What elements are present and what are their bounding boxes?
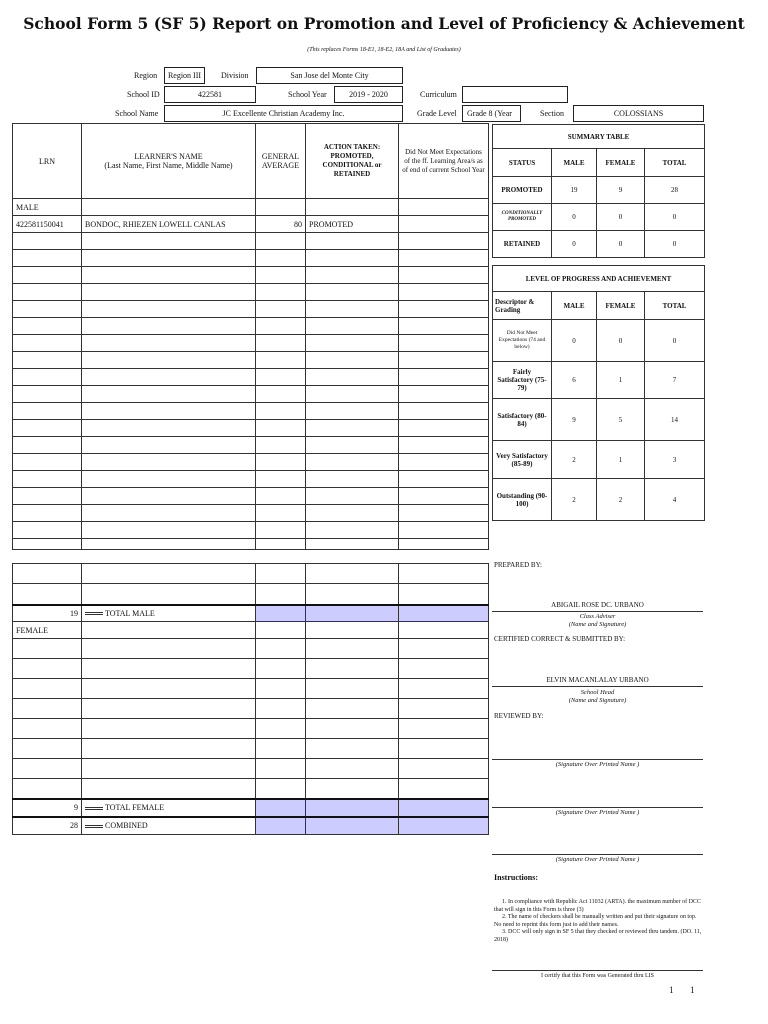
division-label: Division (221, 71, 249, 80)
arrow-icon (85, 612, 103, 615)
progress-row (493, 362, 705, 399)
instruction-item: 3. DCC will only sign in SF 5 that they checked or reviewed thru tandem. (DO. 11, 2018) (494, 929, 702, 943)
action-taken-header: ACTION TAKEN: PROMOTED, CONDITIONAL or RETAINED (306, 124, 399, 199)
school-id-field[interactable]: 422581 (164, 86, 256, 103)
prepared-by-label: PREPARED BY: (494, 561, 542, 569)
total-header: TOTAL (645, 149, 705, 177)
certify-line (492, 970, 703, 971)
instructions-list (494, 899, 703, 944)
male-cell: 9 (552, 399, 597, 441)
status-cell: CONDITIONALLY PROMOTED (493, 204, 552, 231)
division-field[interactable]: San Jose del Monte City (256, 67, 403, 84)
reviewer-1-note: (Signature Over Printed Name ) (555, 761, 640, 768)
female-header: FEMALE (597, 149, 645, 177)
total-male-count: 19 (13, 605, 82, 622)
female-cell: 1 (597, 362, 645, 399)
region-label: Region (134, 71, 158, 80)
male-section-label: MALE (13, 199, 82, 216)
male-cell: 0 (552, 231, 597, 258)
female-cell: 0 (597, 320, 645, 362)
school-name-field[interactable]: JC Excellente Christian Academy Inc. (164, 105, 403, 122)
total-male-row (13, 605, 489, 622)
table-row[interactable] (13, 216, 489, 233)
summary-table (492, 124, 705, 258)
page-number: 1 (669, 985, 674, 995)
school-head-name: ELVIN MACANLALAY URBANO (546, 676, 649, 684)
reviewer-1-signature-line (492, 759, 703, 760)
progress-row (493, 441, 705, 479)
total-cell: 4 (645, 479, 705, 521)
instructions-title: Instructions: (494, 873, 539, 882)
descriptor-cell: Did Not Meet Expectations (74 and below) (493, 320, 552, 362)
male-cell: 2 (552, 479, 597, 521)
total-male-label: TOTAL MALE (105, 608, 155, 618)
adviser-name: ABIGAIL ROSE DC. URBANO (551, 601, 644, 609)
female-cell: 1 (597, 441, 645, 479)
male-cell: 19 (552, 177, 597, 204)
combined-count: 28 (13, 817, 82, 835)
page-count: 1 (690, 985, 695, 995)
curriculum-label: Curriculum (420, 90, 457, 99)
descriptor-cell: Fairly Satisfactory (75-79) (493, 362, 552, 399)
adviser-name-sig-note: (Name and Signature) (568, 621, 627, 628)
female-cell: 5 (597, 399, 645, 441)
summary-row (493, 177, 705, 204)
total-female-label: TOTAL FEMALE (105, 803, 165, 812)
total-cell: 28 (645, 177, 705, 204)
descriptor-header: Descriptor & Grading (493, 292, 552, 320)
female-header: FEMALE (597, 292, 645, 320)
lrn-header: LRN (13, 124, 82, 199)
instruction-item: 1. In compliance with Republic Act 11032 (ARTA). the maximum number of DCC that will sign in this Form is three (3) (494, 899, 701, 913)
school-name-label: School Name (115, 109, 159, 118)
progress-row (493, 399, 705, 441)
male-cell: 0 (552, 320, 597, 362)
total-female-row (13, 799, 489, 817)
section-field[interactable]: COLOSSIANS (573, 105, 704, 122)
arrow-icon (85, 807, 103, 810)
male-header: MALE (552, 292, 597, 320)
descriptor-cell: Outstanding (90-100) (493, 479, 552, 521)
school-head-role: School Head (580, 689, 615, 696)
reviewed-by-label: REVIEWED BY: (494, 712, 544, 720)
row-dnme (399, 216, 489, 233)
total-cell: 0 (645, 231, 705, 258)
learner-table (12, 123, 489, 550)
head-name-sig-note: (Name and Signature) (568, 697, 627, 704)
descriptor-cell: Satisfactory (80-84) (493, 399, 552, 441)
learner-name-header-1: LEARNER'S NAME (134, 152, 203, 161)
school-year-label: School Year (288, 90, 327, 99)
grade-level-label: Grade Level (417, 109, 457, 118)
arrow-icon (85, 825, 103, 828)
learner-table-continued (12, 563, 489, 835)
status-header: STATUS (493, 149, 552, 177)
male-cell: 0 (552, 204, 597, 231)
female-section-label: FEMALE (13, 622, 82, 639)
reviewer-3-note: (Signature Over Printed Name ) (555, 856, 640, 863)
total-cell: 7 (645, 362, 705, 399)
total-male-label-cell (82, 605, 256, 622)
reviewer-3-signature-line (492, 854, 703, 855)
form-title: School Form 5 (SF 5) Report on Promotion and Level of Proficiency & Achievement (23, 14, 745, 33)
certify-text: I certify that this Form was Generated thru LIS (541, 973, 654, 979)
summary-row (493, 231, 705, 258)
school-year-field[interactable]: 2019 - 2020 (334, 86, 403, 103)
female-cell: 2 (597, 479, 645, 521)
combined-row (13, 817, 489, 835)
adviser-role: Class Adviser (579, 613, 616, 620)
male-cell: 2 (552, 441, 597, 479)
progress-row (493, 320, 705, 362)
certified-label: CERTIFIED CORRECT & SUBMITTED BY: (494, 635, 626, 643)
total-cell: 14 (645, 399, 705, 441)
head-signature-line (492, 686, 703, 687)
instruction-item: 2. The name of checkers shall be manually written and put their signature on top. No need to reprint this form just to add their names. (494, 914, 697, 928)
adviser-signature-line (492, 611, 703, 612)
progress-row (493, 479, 705, 521)
status-cell: RETAINED (493, 231, 552, 258)
curriculum-field[interactable] (462, 86, 568, 103)
summary-row (493, 204, 705, 231)
total-cell: 0 (645, 320, 705, 362)
total-female-label-cell (82, 799, 256, 817)
total-header: TOTAL (645, 292, 705, 320)
female-cell: 9 (597, 177, 645, 204)
combined-label: COMBINED (105, 821, 148, 831)
total-female-count: 9 (13, 799, 82, 817)
row-name: BONDOC, RHIEZEN LOWELL CANLAS (82, 216, 256, 233)
summary-table-title: SUMMARY TABLE (493, 125, 705, 149)
progress-table-title: LEVEL OF PROGRESS AND ACHIEVEMENT (493, 266, 705, 292)
region-field[interactable]: Region III (164, 67, 205, 84)
learner-name-header (82, 124, 256, 199)
total-cell: 3 (645, 441, 705, 479)
female-cell: 0 (597, 231, 645, 258)
male-header: MALE (552, 149, 597, 177)
section-label: Section (540, 109, 564, 118)
school-id-label: School ID (127, 90, 160, 99)
status-cell: PROMOTED (493, 177, 552, 204)
grade-level-field[interactable]: Grade 8 (Year (462, 105, 521, 122)
reviewer-2-note: (Signature Over Printed Name ) (555, 809, 640, 816)
general-average-header: GENERAL AVERAGE (256, 124, 306, 199)
row-lrn: 422581150041 (13, 216, 82, 233)
form-subtitle: (This replaces Forms 18-E1, 18-E2, 18A and List of Graduates) (307, 47, 461, 53)
female-cell: 0 (597, 204, 645, 231)
progress-table (492, 265, 705, 521)
descriptor-cell: Very Satisfactory (85-89) (493, 441, 552, 479)
dnme-header: Did Not Meet Expectations of the ff. Learning Area/s as of end of current School Year (399, 124, 489, 199)
combined-label-cell (82, 817, 256, 835)
row-avg: 80 (256, 216, 306, 233)
reviewer-2-signature-line (492, 807, 703, 808)
total-cell: 0 (645, 204, 705, 231)
learner-name-header-2: (Last Name, First Name, Middle Name) (104, 161, 233, 170)
row-action: PROMOTED (306, 216, 399, 233)
male-cell: 6 (552, 362, 597, 399)
